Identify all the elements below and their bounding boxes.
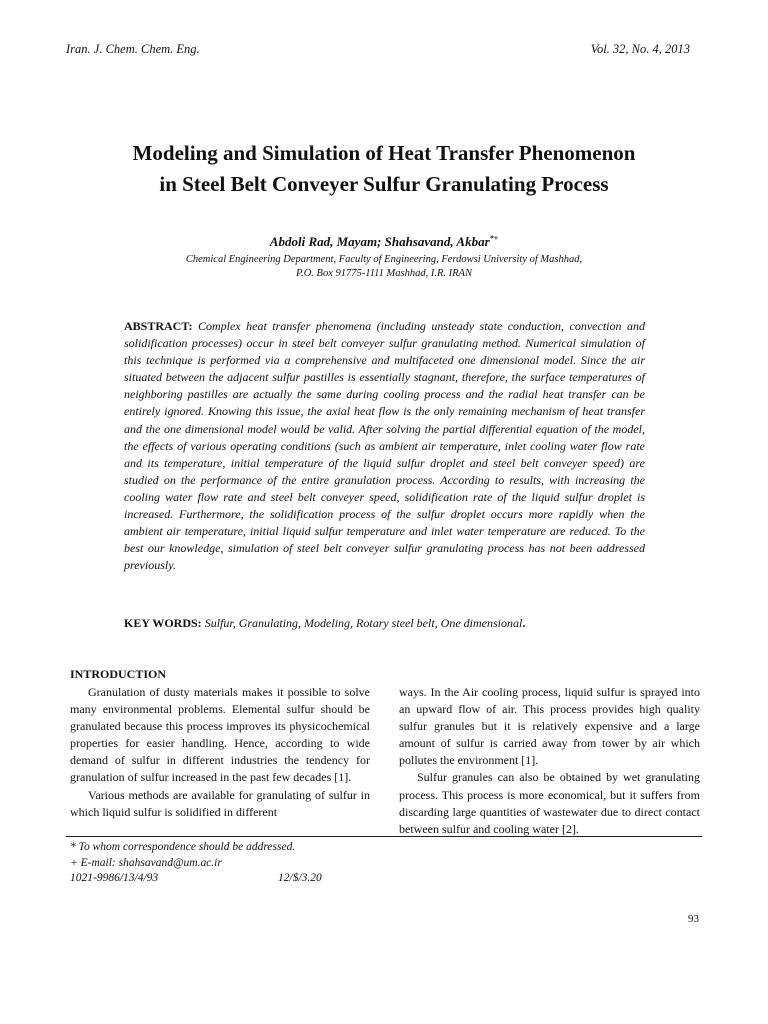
intro-paragraph-2: Various methods are available for granulating of sulfur in which liquid sulfur is solidified in different bbox=[70, 787, 370, 819]
email-note: + E-mail: shahsavand@um.ac.ir bbox=[70, 856, 222, 869]
keywords bbox=[124, 617, 645, 629]
correspondence-marker: *+ bbox=[489, 234, 499, 243]
footnotes bbox=[70, 840, 470, 887]
intro-paragraph-1: Granulation of dusty materials makes it possible to solve many environmental problems. Elemental sulfur should be granulated because this process improves its physicochemical properties for easier handling. Hence, according to wide demand of sulfur in different industries the tendency for granulation of sulfur increased in the past few decades [1]. bbox=[70, 685, 370, 785]
keywords-text: Sulfur, Granulating, Modeling, Rotary steel belt, One dimensional bbox=[204, 616, 523, 630]
authors bbox=[60, 235, 708, 248]
abstract bbox=[124, 318, 645, 574]
footnote-divider bbox=[66, 836, 702, 837]
page-number: 93 bbox=[688, 913, 699, 925]
affiliation-line-2: P.O. Box 91775-1111 Mashhad, I.R. IRAN bbox=[296, 268, 472, 279]
article-code-line bbox=[70, 871, 470, 887]
article-price: 12/$/3.20 bbox=[278, 872, 322, 884]
volume-info: Vol. 32, No. 4, 2013 bbox=[590, 42, 690, 56]
keywords-label: KEY WORDS: bbox=[124, 616, 202, 630]
title-line-1: Modeling and Simulation of Heat Transfer Phenomenon bbox=[132, 141, 636, 165]
affiliation bbox=[60, 253, 708, 281]
abstract-text: Complex heat transfer phenomena (including unsteady state conduction, convection and solidification processes) occur in steel belt conveyer sulfur granulating method. Numerical simulation of this technique is performed via a comprehensive and multifaceted one dimensional model. Since the air situated between the adjacent sulfur pastilles is essentially stagnant, therefore, the surface temperatures of neighboring pastilles are actually the same during cooling process and the radial heat transfer can be entirely ignored. Knowing this issue, the axial heat flow is the only remaining mechanism of heat transfer and the one dimensional model would be valid. After solving the partial differential equation of the model, the effects of various operating conditions (such as ambient air temperature, inlet cooling water flow rate and its temperature, initial temperature of the liquid sulfur droplet and steel belt conveyer speed) are studied on the performance of the entire granulation process. According to results, with increasing the cooling water flow rate and steel belt conveyer speed, solidification rate of the liquid sulfur droplet is increased. Furthermore, the solidification process of the sulfur droplet occurs more rapidly when the ambient air temperature, initial liquid sulfur temperature and inlet water temperature are reduced. To the best our knowledge, simulation of steel belt conveyer sulfur granulating process has not been addressed previously. bbox=[124, 319, 646, 573]
affiliation-line-1: Chemical Engineering Department, Faculty of Engineering, Ferdowsi University of Mashhad, bbox=[185, 254, 583, 265]
author-names: Abdoli Rad, Mayam; Shahsavand, Akbar bbox=[269, 234, 490, 249]
intro-paragraph-2-continued: ways. In the Air cooling process, liquid sulfur is sprayed into an upward flow of air. This process provides high quality sulfur granules but it is relatively expensive and a large amount of sulfur is carried away from tower by air which pollutes the environment [1]. bbox=[399, 685, 700, 768]
paper-title bbox=[60, 138, 708, 200]
abstract-label: ABSTRACT: bbox=[124, 319, 193, 333]
keywords-end: . bbox=[522, 616, 526, 630]
title-line-2: in Steel Belt Conveyer Sulfur Granulating Process bbox=[159, 172, 609, 196]
introduction-heading: INTRODUCTION bbox=[70, 667, 167, 681]
right-column bbox=[399, 684, 700, 838]
left-column bbox=[70, 684, 370, 821]
intro-paragraph-3: Sulfur granules can also be obtained by wet granulating process. This process is more economical, but it suffers from discarding large quantities of wastewater due to direct contact between sulfur and cooling water [2]. bbox=[399, 770, 700, 836]
article-code: 1021-9986/13/4/93 bbox=[70, 872, 159, 884]
journal-name: Iran. J. Chem. Chem. Eng. bbox=[66, 42, 200, 56]
correspondence-note: * To whom correspondence should be addressed. bbox=[70, 841, 296, 853]
